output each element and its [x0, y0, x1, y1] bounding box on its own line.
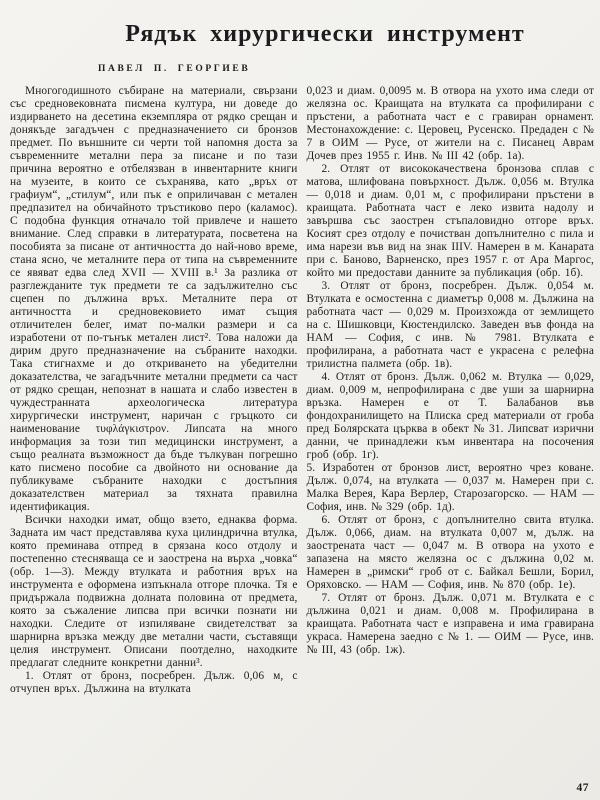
paragraph: 4. Отлят от бронз. Дълж. 0,062 м. Втулка — 0,029, диам. 0,009 м, непрофилирана с две уши за шарнирна връзка. Намерен е от Т. Балабанов във фондохранилището на Плиска сред материали от гроба пред Болярската църква в обект № 31. Липсват изрични данни, че принадлежи към инвентара на посочения гроб (обр. 1г). [306, 371, 594, 462]
paragraph: 0,023 и диам. 0,0095 м. В отвора на ухото има следи от желязна ос. Краищата на втулката са профилирани с пръстени, а работната част е с гравиран орнамент. Местонахождение: с. Церовец, Русенско. Предаден с № 7 в ОИМ — Русе, от жители на с. Писанец Аврам Дочев през 1955 г. Инв. № III 42 (обр. 1а). [306, 85, 594, 163]
page-number: 47 [576, 782, 589, 794]
article-author: ПАВЕЛ П. ГЕОРГИЕВ [98, 64, 251, 75]
paragraph: 2. Отлят от висококачествена бронзова сплав с матова, шлифована повърхност. Дълж. 0,056 м. Втулка — 0,018 и диам. 0,01 м, с профилирани пръстени в краищата. Работната част е леко извита надолу и завършва със заострен стъпаловидно отгоре връх. Косият срез отдолу е почистван допълнително с пила и има нарези във вид на знак IIIV. Намерен в м. Канарата при с. Баново, Варненско, през 1957 г. от Ара Маргос, който ми предостави данните за публикация (обр. 1б). [306, 163, 594, 280]
paragraph: Многогодишното събиране на материали, свързани със средновековната писмена култура, ни доведе до издирването на десетина екземпляра от рядко срещан и донякъде загадъчен с предназначението си бронзов предмет. По външните си черти той напомня доста за съвременните метални пера за писане и по тази причина вероятно е отбелязван в инвентарните книги на музеите, в които се съхранява, като „връх от графиум“, „стилум“, или пък е оприличаван с метален предпазител на обичайното тръстиково перо (каламос). С подобна функция отначало той привлече и нашето внимание. След справки в литературата, посветена на пособията за писане от античността до най-ново време, стана ясно, че металните пера от типа на съвременните се явяват едва след XVII — XVIII в.¹ За разлика от разглежданите тук предмети те са задължително със сцепен по дължина връх. Металните пера от античността и средновековието имат същия отличителен белег, имат по-малки размери и са изработени от по-тънък метален лист². Това наложи да дирим друго предназначение на събраните находки. Така стигнахме и до откриването на убедителни доказателства, че загадъчните метални предмети са част от рядко срещан, непознат в нашата и слабо известен в чуждестранната археологическа литература хирургически инструмент, наричан с гръцкото си наименование τυφλάγκιστρον. Липсата на много информация за този тип медицински инструмент, а също реалната възможност да бъде тълкуван погрешно като писмено пособие са двойното ни основание да публикуваме събраните находки с достъпния доказателствен материал за тяхната правилна идентификация. [10, 85, 298, 514]
paragraph: 5. Изработен от бронзов лист, вероятно чрез коване. Дълж. 0,074, на втулката — 0,037 м. Намерен при с. Малка Верея, Кара Верлер, Старозагорско. — НАМ — София, инв. № 329 (обр. 1д). [306, 462, 594, 514]
paragraph: 6. Отлят от бронз, с допълнително свита втулка. Дълж. 0,066, диам. на втулката 0,007 м, дълж. на заострената част — 0,047 м. В отвора на ухото е запазена на място желязна ос с дължина 0,02 м. Намерен в „римски“ гроб от с. Байкал Бешли, Борил, Оряховско. — НАМ — София, инв. № 870 (обр. 1е). [306, 514, 594, 592]
right-column [307, 85, 595, 696]
left-column [10, 85, 298, 696]
paragraph: 7. Отлят от бронз. Дълж. 0,071 м. Втулката е с дължина 0,021 и диам. 0,008 м. Профилирана в краищата. Работната част е изправена и има гравирана украса. Намерена заедно с № 1. — ОИМ — Русе, инв. № III, 43 (обр. 1ж). [306, 592, 594, 657]
paragraph: 1. Отлят от бронз, посребрен. Дълж. 0,06 м, с отчупен връх. Дължина на втулката [10, 670, 298, 696]
text-columns [0, 74, 600, 696]
paragraph: Всички находки имат, общо взето, еднаква форма. Задната им част представлява куха цилиндрична втулка, която преминава отпред в срязана косо отдолу и постепенно стесняваща се и заострена на върха „човка“ (обр. 1—3). Между втулката и работния връх на инструмента е оформена изпъкнала отгоре плочка. Тя е придържала подвижна долната половина от предмета, която за съжаление липсва при всички познати ни находки. Следите от изпиляване свидетелстват за шарнирна връзка между две метални части, съставящи целия инструмент. Описани поотделно, находките предлагат следните конкретни данни³. [10, 514, 298, 670]
paragraph: 3. Отлят от бронз, посребрен. Дълж. 0,054 м. Втулката е осмостенна с диаметър 0,008 м. Дължина на работната част — 0,029 м. Произхожда от землището на с. Шишковци, Кюстендилско. Заведен във фонда на НАМ — София, с инв. № 7981. Втулката е профилирана, а работната част е украсена с релефна трилистна палмета (обр. 1в). [306, 280, 594, 371]
article-title: Рядък хирургически инструмент [125, 21, 525, 48]
